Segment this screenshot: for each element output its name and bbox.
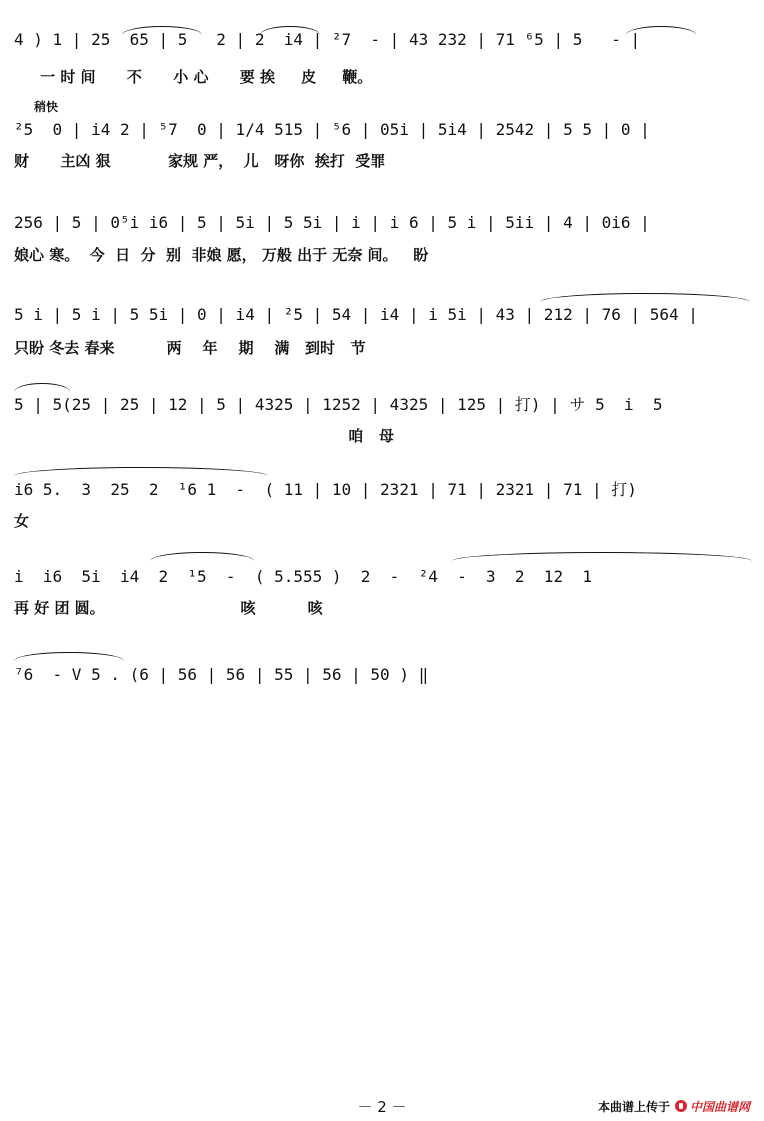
music-line-2: ²5 0 | i4 2 | ⁵7 0 | 1/4 515 | ⁵6 | 05i | 5i4 | 2542 | 5 5 | 0 | bbox=[14, 120, 650, 139]
lyric-line-6: 女 bbox=[14, 512, 30, 530]
footer-credit bbox=[598, 1096, 750, 1116]
page-number: － 2 － bbox=[357, 1098, 407, 1116]
lyric-line-3: 娘心 寒。 今 日 分 别 非娘 愿， 万般 出于 无奈 间。 盼 bbox=[14, 246, 429, 264]
music-line-4: 5 i | 5 i | 5 5i | 0 | i4 | ²5 | 54 | i4 | i 5i | 43 | 212 | 76 | 564 | bbox=[14, 305, 698, 324]
slur bbox=[14, 383, 70, 392]
music-line-1: 4 ) 1 | 25 65 | 5 2 | 2 i4 | ²7 - | 43 232 | 71 ⁶5 | 5 - | bbox=[14, 30, 641, 49]
lyric-line-2: 财 主凶 狠 家规 严， 儿 呀你 挨打 受罪 bbox=[14, 152, 386, 170]
music-line-5: 5 | 5(25 | 25 | 12 | 5 | 4325 | 1252 | 4325 | 125 | 打) | サ 5 i 5 bbox=[14, 395, 663, 414]
lyric-line-5: 咱 母 bbox=[14, 427, 394, 445]
lyric-line-7: 再 好 团 圆。 咳 咳 bbox=[14, 599, 323, 617]
music-line-3: 256 | 5 | 0⁵i i6 | 5 | 5i | 5 5i | i | i 6 | 5 i | 5ii | 4 | 0i6 | bbox=[14, 213, 650, 232]
tempo-marking: 稍快 bbox=[34, 100, 59, 114]
slur bbox=[540, 293, 750, 302]
slur bbox=[14, 467, 268, 476]
site-logo-icon bbox=[675, 1100, 687, 1112]
lyric-line-1: 一 时 间 不 小 心 要 挨 皮 鞭。 bbox=[14, 68, 373, 86]
slur bbox=[452, 552, 752, 561]
music-line-8: ⁷6 - V 5 . (6 | 56 | 56 | 55 | 56 | 50 ) ‖ bbox=[14, 665, 429, 684]
slur bbox=[14, 652, 124, 661]
upload-text: 本曲谱上传于 bbox=[597, 1099, 670, 1114]
lyric-line-4: 只盼 冬去 春来 两 年 期 满 到时 节 bbox=[14, 339, 366, 357]
site-name[interactable]: 中国曲谱网 bbox=[689, 1099, 750, 1114]
slur bbox=[150, 552, 254, 561]
music-line-6: i6 5. 3 25 2 ¹6 1 - ( 11 | 10 | 2321 | 71 | 2321 | 71 | 打) bbox=[14, 480, 637, 499]
music-line-7: i i6 5i i4 2 ¹5 - ( 5.555 ) 2 - ²4 - 3 2 12 1 bbox=[14, 567, 592, 586]
